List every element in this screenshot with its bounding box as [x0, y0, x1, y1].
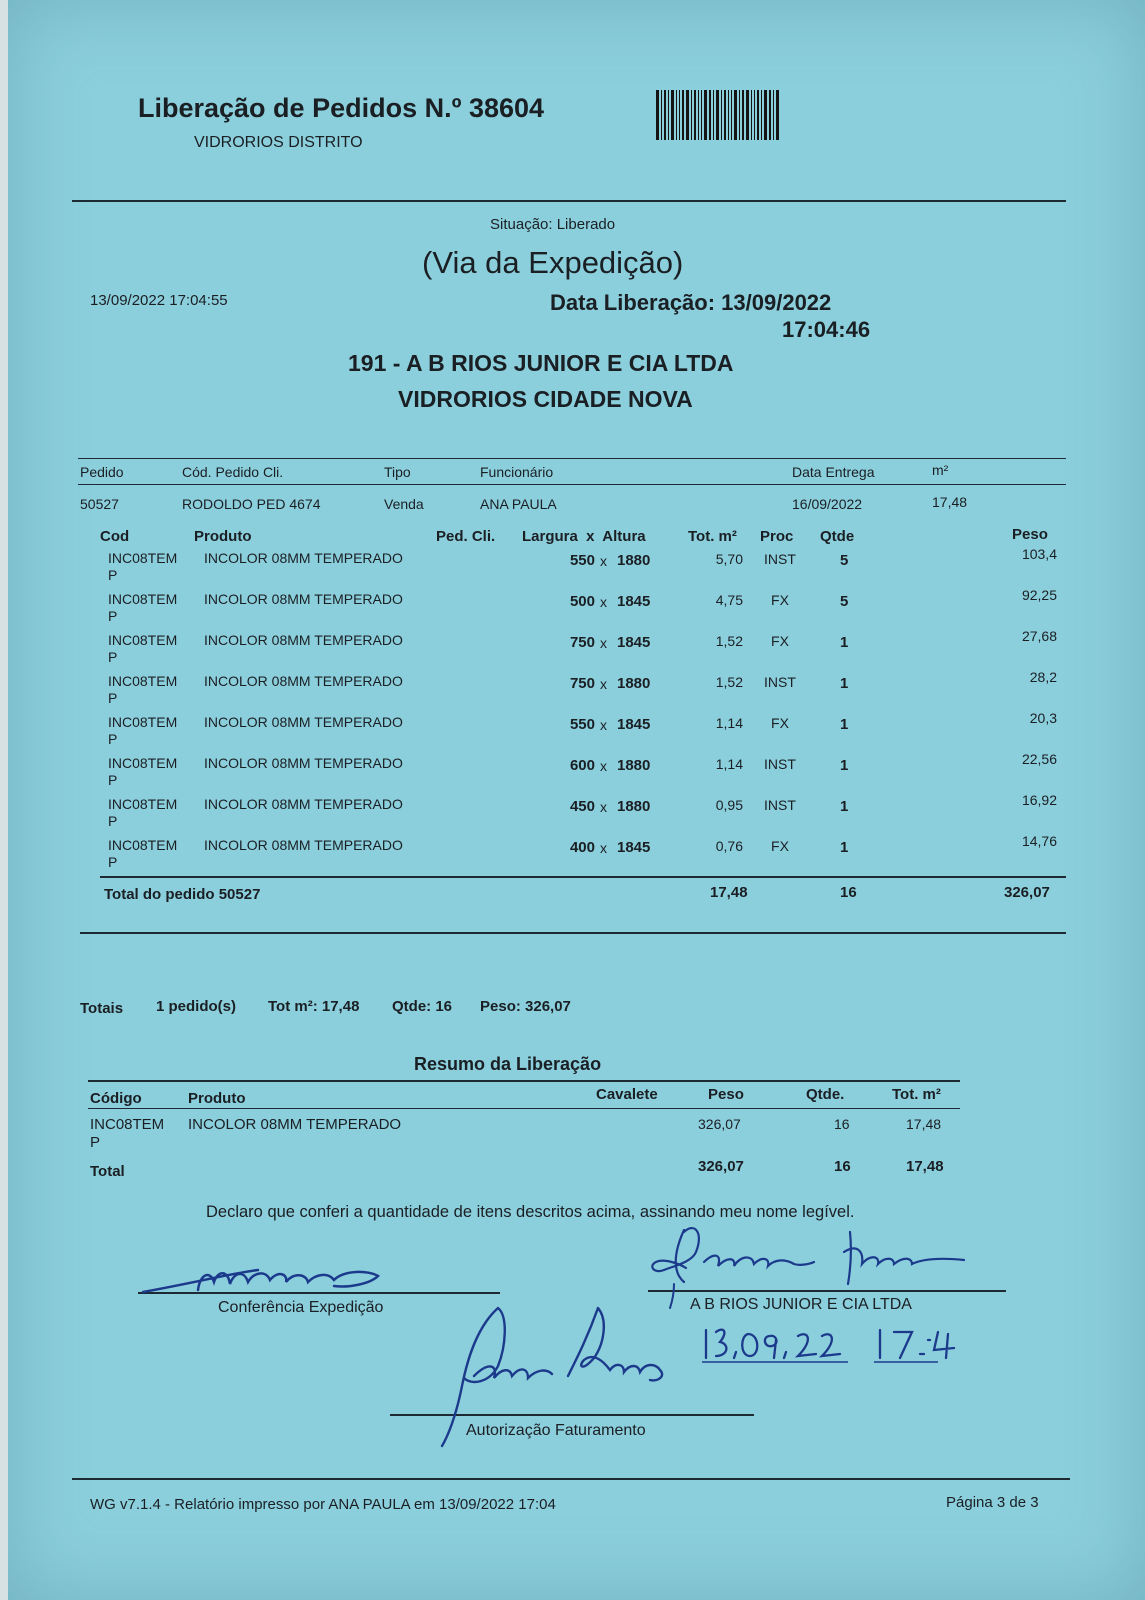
barcode-bar [664, 90, 666, 140]
barcode-bar [656, 90, 659, 140]
autorizacao-label: Autorização Faturamento [466, 1422, 646, 1439]
print-timestamp: 13/09/2022 17:04:55 [90, 292, 228, 309]
data-liberacao-time: 17:04:46 [782, 317, 871, 342]
items-col-dims: Largura x Altura [522, 528, 646, 545]
item-x-symbol: x [600, 717, 607, 733]
divider [80, 932, 1066, 934]
barcode-bar [739, 90, 740, 140]
cliente-label: A B RIOS JUNIOR E CIA LTDA [690, 1296, 912, 1313]
items-col-cod: Cod [100, 528, 130, 545]
item-largura: 750 [569, 675, 595, 692]
item-qtde: 5 [840, 593, 849, 610]
divider [88, 1080, 960, 1082]
resumo-tot-m2: 17,48 [906, 1116, 942, 1132]
barcode-bar [742, 90, 744, 140]
barcode-bar [691, 90, 692, 140]
order-tipo: Venda [384, 496, 424, 512]
resumo-col-qtde: Qtde. [806, 1086, 845, 1103]
item-peso: 16,92 [1021, 792, 1057, 808]
item-qtde: 1 [840, 675, 849, 692]
item-qtde: 1 [840, 716, 849, 733]
item-altura: 1845 [617, 634, 651, 651]
order-total-m2: 17,48 [710, 884, 748, 901]
resumo-peso: 326,07 [698, 1116, 741, 1132]
item-qtde: 1 [840, 757, 849, 774]
item-produto: INCOLOR 08MM TEMPERADO [204, 755, 403, 771]
resumo-total-peso: 326,07 [698, 1158, 744, 1175]
barcode-bar [694, 90, 696, 140]
order-data-entrega: 16/09/2022 [792, 496, 863, 512]
totais-label: Totais [80, 1000, 124, 1017]
signature-conferencia [138, 1252, 398, 1302]
items-col-produto: Produto [194, 528, 252, 545]
barcode-bar [679, 90, 680, 140]
item-tot-m2: 1,14 [715, 756, 743, 772]
table-row [100, 587, 1070, 632]
resumo-qtde: 16 [834, 1116, 850, 1132]
item-x-symbol: x [600, 799, 607, 815]
item-altura: 1845 [617, 716, 651, 733]
resumo-col-tot-m2: Tot. m² [892, 1086, 941, 1103]
item-cod: INC08TEM P [108, 591, 178, 624]
item-proc: INST [764, 674, 796, 690]
item-peso: 14,76 [1021, 833, 1057, 849]
table-row [100, 710, 1070, 755]
resumo-title: Resumo da Liberação [414, 1054, 602, 1074]
barcode-bar [769, 90, 771, 140]
item-qtde: 1 [840, 839, 849, 856]
item-x-symbol: x [600, 635, 607, 651]
item-tot-m2: 1,14 [715, 715, 743, 731]
table-row [100, 833, 1070, 878]
document-title: Liberação de Pedidos N.º 38604 [138, 93, 545, 123]
item-cod: INC08TEM P [108, 632, 178, 665]
item-largura: 400 [569, 839, 595, 856]
declaration-text: Declaro que conferi a quantidade de itens descritos acima, assinando meu nome legível. [206, 1203, 855, 1221]
conferencia-label: Conferência Expedição [218, 1299, 384, 1316]
item-largura: 550 [569, 716, 595, 733]
item-qtde: 1 [840, 798, 849, 815]
barcode-bar [682, 90, 684, 140]
item-altura: 1880 [617, 552, 651, 569]
item-tot-m2: 1,52 [715, 633, 743, 649]
barcode-bar [764, 90, 767, 140]
table-row [100, 792, 1070, 837]
item-peso: 103,4 [1021, 546, 1057, 562]
item-produto: INCOLOR 08MM TEMPERADO [204, 673, 403, 689]
barcode-bar [734, 90, 737, 140]
divider [78, 458, 1066, 459]
item-tot-m2: 5,70 [715, 551, 743, 567]
resumo-col-cavalete: Cavalete [596, 1086, 658, 1103]
divider [72, 200, 1066, 202]
order-m2: 17,48 [932, 494, 968, 510]
resumo-total-tot-m2: 17,48 [906, 1158, 944, 1175]
totais-m2: Tot m²: 17,48 [268, 998, 360, 1015]
resumo-codigo: INC08TEM P [90, 1116, 165, 1151]
item-proc: INST [764, 756, 796, 772]
item-qtde: 1 [840, 634, 849, 651]
barcode-bar [746, 90, 749, 140]
company-name: VIDRORIOS DISTRITO [194, 134, 363, 151]
item-altura: 1880 [617, 757, 651, 774]
barcode-bar [698, 90, 699, 140]
items-col-ped-cli: Ped. Cli. [436, 528, 496, 545]
item-proc: INST [764, 551, 796, 567]
item-largura: 600 [569, 757, 595, 774]
footer-printed-by: WG v7.1.4 - Relatório impresso por ANA PAULA em 13/09/2022 17:04 [90, 1496, 556, 1513]
situacao-label: Situação: Liberado [490, 216, 616, 233]
client-name: 191 - A B RIOS JUNIOR E CIA LTDA [348, 350, 734, 376]
item-cod: INC08TEM P [108, 755, 178, 788]
order-total-peso: 326,07 [1004, 884, 1050, 901]
item-altura: 1880 [617, 675, 651, 692]
item-qtde: 5 [840, 552, 849, 569]
items-col-tot-m2: Tot. m² [688, 528, 737, 545]
item-peso: 27,68 [1021, 628, 1057, 644]
items-col-qtde: Qtde [820, 528, 855, 545]
divider [78, 484, 1066, 485]
item-produto: INCOLOR 08MM TEMPERADO [204, 837, 403, 853]
totais-pedidos: 1 pedido(s) [156, 998, 237, 1015]
item-tot-m2: 0,95 [715, 797, 743, 813]
item-produto: INCOLOR 08MM TEMPERADO [204, 591, 403, 607]
item-produto: INCOLOR 08MM TEMPERADO [204, 550, 403, 566]
barcode-bar [776, 90, 779, 140]
barcode-bar [701, 90, 702, 140]
item-proc: FX [771, 715, 789, 731]
resumo-col-produto: Produto [188, 1090, 246, 1107]
totais-qtde: Qtde: 16 [392, 998, 453, 1015]
item-cod: INC08TEM P [108, 673, 178, 706]
item-cod: INC08TEM P [108, 837, 178, 870]
item-tot-m2: 1,52 [715, 674, 743, 690]
barcode-bar [757, 90, 759, 140]
item-tot-m2: 0,76 [715, 838, 743, 854]
item-proc: FX [771, 592, 789, 608]
item-peso: 92,25 [1021, 587, 1057, 603]
col-pedido: Pedido [80, 464, 124, 480]
divider [100, 876, 1066, 878]
item-peso: 22,56 [1021, 751, 1057, 767]
item-cod: INC08TEM P [108, 550, 178, 583]
items-col-peso: Peso [1012, 526, 1048, 543]
item-largura: 450 [569, 798, 595, 815]
resumo-col-codigo: Código [90, 1090, 142, 1107]
table-row [100, 751, 1070, 796]
document-page [8, 0, 1145, 1600]
order-pedido: 50527 [80, 496, 119, 512]
barcode-bar [671, 90, 674, 140]
item-cod: INC08TEM P [108, 714, 178, 747]
col-tipo: Tipo [384, 464, 411, 480]
item-produto: INCOLOR 08MM TEMPERADO [204, 796, 403, 812]
table-row [100, 628, 1070, 673]
client-store: VIDRORIOS CIDADE NOVA [398, 386, 693, 412]
barcode-bar [661, 90, 662, 140]
barcode-bar [716, 90, 719, 140]
item-altura: 1845 [617, 839, 651, 856]
col-m2: m² [932, 462, 949, 478]
signature-autorizacao [428, 1306, 688, 1456]
barcode [656, 90, 830, 140]
barcode-bar [686, 90, 689, 140]
item-produto: INCOLOR 08MM TEMPERADO [204, 714, 403, 730]
barcode-bar [668, 90, 669, 140]
table-row [100, 546, 1070, 591]
col-data-entrega: Data Entrega [792, 464, 875, 480]
data-liberacao: Data Liberação: 13/09/2022 [550, 290, 832, 315]
barcode-bar [709, 90, 711, 140]
barcode-bar [751, 90, 752, 140]
barcode-bar [724, 90, 726, 140]
order-cod-cli: RODOLDO PED 4674 [182, 496, 321, 512]
resumo-col-peso: Peso [708, 1086, 744, 1103]
item-peso: 20,3 [1029, 710, 1057, 726]
table-row [100, 669, 1070, 714]
item-x-symbol: x [600, 840, 607, 856]
item-x-symbol: x [600, 594, 607, 610]
item-altura: 1880 [617, 798, 651, 815]
item-produto: INCOLOR 08MM TEMPERADO [204, 632, 403, 648]
via-label: (Via da Expedição) [422, 245, 684, 280]
item-largura: 750 [569, 634, 595, 651]
barcode-bar [676, 90, 677, 140]
item-largura: 550 [569, 552, 595, 569]
items-list [100, 546, 1070, 878]
divider [88, 1108, 960, 1109]
signature-cliente [644, 1222, 984, 1312]
resumo-total-label: Total [90, 1163, 125, 1180]
barcode-bar [721, 90, 722, 140]
order-total-qtde: 16 [840, 884, 857, 901]
item-peso: 28,2 [1029, 669, 1057, 685]
item-proc: FX [771, 838, 789, 854]
barcode-bar [713, 90, 714, 140]
footer-page: Página 3 de 3 [946, 1494, 1039, 1511]
barcode-bar [728, 90, 729, 140]
totais-peso: Peso: 326,07 [480, 998, 571, 1015]
item-x-symbol: x [600, 553, 607, 569]
item-cod: INC08TEM P [108, 796, 178, 829]
col-cod-pedido-cli: Cód. Pedido Cli. [182, 464, 284, 480]
barcode-bar [754, 90, 755, 140]
barcode-bar [731, 90, 732, 140]
divider [72, 1478, 1070, 1480]
item-largura: 500 [569, 593, 595, 610]
barcode-bar [773, 90, 774, 140]
item-tot-m2: 4,75 [715, 592, 743, 608]
item-x-symbol: x [600, 676, 607, 692]
order-funcionario: ANA PAULA [480, 496, 557, 512]
resumo-produto: INCOLOR 08MM TEMPERADO [188, 1116, 402, 1133]
handwritten-date [698, 1318, 978, 1378]
item-proc: INST [764, 797, 796, 813]
barcode-bar [704, 90, 707, 140]
order-total-label: Total do pedido 50527 [104, 886, 261, 903]
resumo-total-qtde: 16 [834, 1158, 851, 1175]
items-col-proc: Proc [760, 528, 794, 545]
col-funcionario: Funcionário [480, 464, 554, 480]
item-altura: 1845 [617, 593, 651, 610]
item-proc: FX [771, 633, 789, 649]
barcode-bar [761, 90, 762, 140]
item-x-symbol: x [600, 758, 607, 774]
